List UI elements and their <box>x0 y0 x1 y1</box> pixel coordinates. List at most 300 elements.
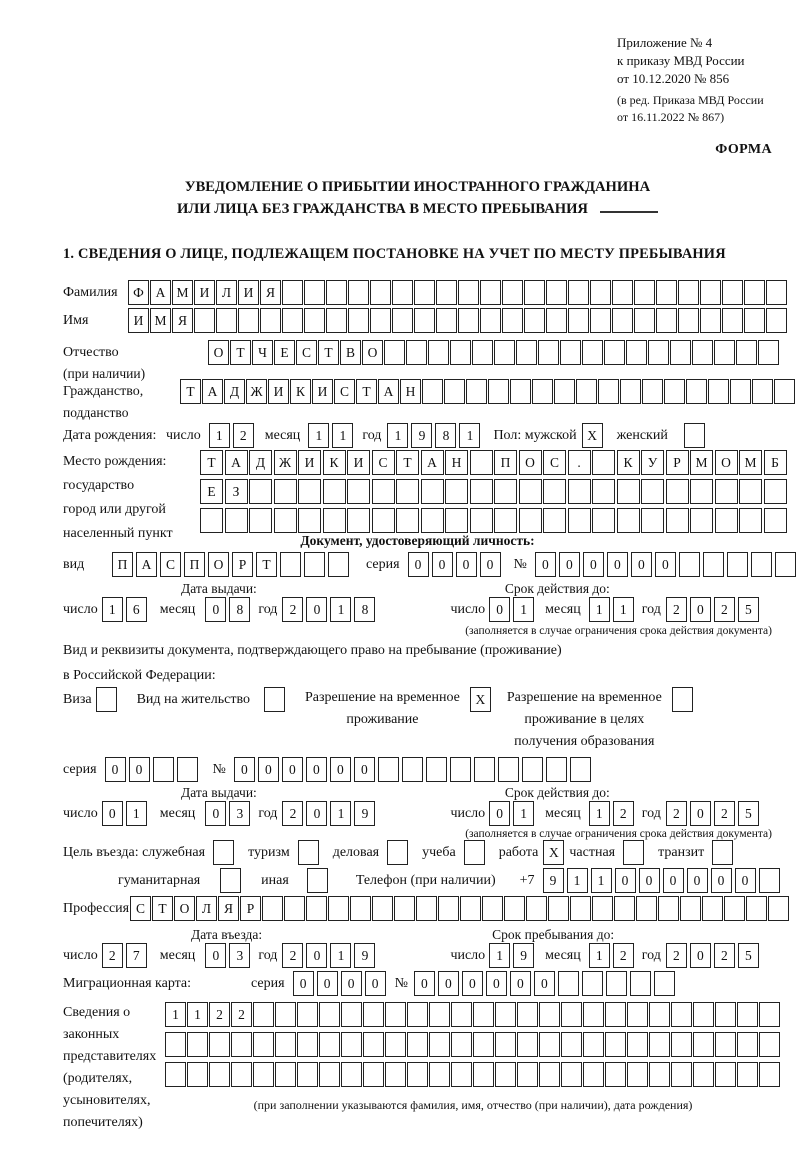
form-cell[interactable]: И <box>312 379 333 404</box>
form-cell[interactable] <box>306 896 327 921</box>
form-cell[interactable]: О <box>174 896 195 921</box>
form-cell[interactable] <box>543 479 566 504</box>
form-cell[interactable] <box>715 508 738 533</box>
form-cell[interactable] <box>328 552 349 577</box>
form-cell[interactable] <box>372 479 395 504</box>
form-cell[interactable] <box>766 280 787 305</box>
form-cell[interactable]: С <box>334 379 355 404</box>
form-cell[interactable] <box>451 1032 472 1057</box>
form-cell[interactable] <box>495 1032 516 1057</box>
form-cell[interactable] <box>495 1002 516 1027</box>
form-cell[interactable] <box>426 757 447 782</box>
form-cell[interactable] <box>768 896 789 921</box>
form-cell[interactable]: 1 <box>589 943 610 968</box>
form-cell[interactable]: М <box>690 450 713 475</box>
form-cell[interactable] <box>378 757 399 782</box>
form-cell[interactable]: О <box>362 340 383 365</box>
form-cell[interactable] <box>392 280 413 305</box>
form-cell[interactable] <box>328 896 349 921</box>
form-cell[interactable] <box>225 508 248 533</box>
form-cell[interactable] <box>384 340 405 365</box>
form-cell[interactable]: У <box>641 450 664 475</box>
form-cell[interactable] <box>253 1002 274 1027</box>
form-cell[interactable]: 0 <box>480 552 501 577</box>
form-cell[interactable]: Т <box>396 450 419 475</box>
form-cell[interactable]: А <box>225 450 248 475</box>
form-cell[interactable] <box>692 340 713 365</box>
form-cell[interactable]: 9 <box>543 868 564 893</box>
form-cell[interactable] <box>543 508 566 533</box>
form-cell[interactable]: 0 <box>306 597 327 622</box>
checkbox-purpose-other[interactable] <box>307 868 328 893</box>
form-cell[interactable] <box>347 508 370 533</box>
form-cell[interactable] <box>480 280 501 305</box>
form-cell[interactable]: 0 <box>690 597 711 622</box>
form-cell[interactable]: 0 <box>102 801 123 826</box>
form-cell[interactable]: Т <box>152 896 173 921</box>
form-cell[interactable] <box>746 896 767 921</box>
form-cell[interactable] <box>282 308 303 333</box>
form-cell[interactable] <box>592 508 615 533</box>
form-cell[interactable]: 0 <box>690 943 711 968</box>
form-cell[interactable] <box>253 1032 274 1057</box>
form-cell[interactable]: 2 <box>666 801 687 826</box>
form-cell[interactable] <box>502 280 523 305</box>
form-cell[interactable] <box>253 1062 274 1087</box>
form-cell[interactable] <box>690 508 713 533</box>
form-cell[interactable] <box>216 308 237 333</box>
form-cell[interactable] <box>693 1002 714 1027</box>
form-cell[interactable] <box>280 552 301 577</box>
form-cell[interactable]: Т <box>200 450 223 475</box>
form-cell[interactable]: 9 <box>354 801 375 826</box>
form-cell[interactable] <box>402 757 423 782</box>
form-cell[interactable]: Л <box>196 896 217 921</box>
checkbox-male[interactable]: X <box>582 423 603 448</box>
form-cell[interactable] <box>627 1062 648 1087</box>
form-cell[interactable]: Ж <box>274 450 297 475</box>
form-cell[interactable]: Т <box>256 552 277 577</box>
form-cell[interactable]: 9 <box>354 943 375 968</box>
form-cell[interactable] <box>546 308 567 333</box>
form-cell[interactable] <box>429 1002 450 1027</box>
form-cell[interactable]: 0 <box>282 757 303 782</box>
form-cell[interactable] <box>473 1002 494 1027</box>
form-cell[interactable]: 0 <box>655 552 676 577</box>
form-cell[interactable] <box>474 757 495 782</box>
form-cell[interactable]: 2 <box>282 597 303 622</box>
form-cell[interactable]: Р <box>240 896 261 921</box>
form-cell[interactable] <box>436 308 457 333</box>
form-cell[interactable] <box>636 896 657 921</box>
checkbox-purpose-study[interactable] <box>464 840 485 865</box>
form-cell[interactable] <box>598 379 619 404</box>
form-cell[interactable]: М <box>172 280 193 305</box>
form-cell[interactable]: 0 <box>306 757 327 782</box>
form-cell[interactable] <box>759 868 780 893</box>
form-cell[interactable] <box>722 280 743 305</box>
form-cell[interactable]: 0 <box>486 971 507 996</box>
form-cell[interactable]: П <box>494 450 517 475</box>
form-cell[interactable]: 0 <box>535 552 556 577</box>
form-cell[interactable] <box>436 280 457 305</box>
form-cell[interactable] <box>385 1002 406 1027</box>
form-cell[interactable] <box>690 479 713 504</box>
form-cell[interactable] <box>326 280 347 305</box>
form-cell[interactable]: 1 <box>102 597 123 622</box>
form-cell[interactable] <box>473 1062 494 1087</box>
form-cell[interactable] <box>693 1062 714 1087</box>
form-cell[interactable]: 0 <box>105 757 126 782</box>
form-cell[interactable]: И <box>128 308 149 333</box>
checkbox-female[interactable] <box>684 423 705 448</box>
form-cell[interactable] <box>153 757 174 782</box>
form-cell[interactable] <box>450 340 471 365</box>
form-cell[interactable] <box>326 308 347 333</box>
form-cell[interactable] <box>630 971 651 996</box>
form-cell[interactable]: И <box>268 379 289 404</box>
form-cell[interactable] <box>642 379 663 404</box>
form-cell[interactable] <box>561 1002 582 1027</box>
form-cell[interactable]: С <box>160 552 181 577</box>
form-cell[interactable] <box>341 1062 362 1087</box>
form-cell[interactable]: Е <box>274 340 295 365</box>
form-cell[interactable] <box>504 896 525 921</box>
form-cell[interactable]: 9 <box>513 943 534 968</box>
form-cell[interactable] <box>758 340 779 365</box>
form-cell[interactable] <box>522 757 543 782</box>
form-cell[interactable]: О <box>519 450 542 475</box>
form-cell[interactable]: И <box>298 450 321 475</box>
form-cell[interactable] <box>445 508 468 533</box>
checkbox-purpose-official[interactable] <box>213 840 234 865</box>
form-cell[interactable] <box>612 280 633 305</box>
form-cell[interactable] <box>428 340 449 365</box>
form-cell[interactable] <box>570 896 591 921</box>
form-cell[interactable] <box>539 1062 560 1087</box>
form-cell[interactable]: Д <box>224 379 245 404</box>
form-cell[interactable] <box>532 379 553 404</box>
form-cell[interactable]: Ф <box>128 280 149 305</box>
form-cell[interactable] <box>538 340 559 365</box>
form-cell[interactable]: 0 <box>510 971 531 996</box>
form-cell[interactable] <box>737 1062 758 1087</box>
form-cell[interactable] <box>372 896 393 921</box>
form-cell[interactable] <box>260 308 281 333</box>
form-cell[interactable] <box>444 379 465 404</box>
form-cell[interactable]: 1 <box>308 423 329 448</box>
form-cell[interactable] <box>517 1032 538 1057</box>
form-cell[interactable] <box>715 1032 736 1057</box>
form-cell[interactable]: 2 <box>666 597 687 622</box>
form-cell[interactable]: 1 <box>387 423 408 448</box>
form-cell[interactable] <box>370 280 391 305</box>
checkbox-purpose-humanitarian[interactable] <box>220 868 241 893</box>
form-cell[interactable]: Я <box>172 308 193 333</box>
form-cell[interactable] <box>298 479 321 504</box>
form-cell[interactable] <box>670 340 691 365</box>
form-cell[interactable] <box>275 1032 296 1057</box>
form-cell[interactable] <box>583 1032 604 1057</box>
form-cell[interactable]: 0 <box>354 757 375 782</box>
form-cell[interactable] <box>656 308 677 333</box>
form-cell[interactable] <box>678 280 699 305</box>
form-cell[interactable] <box>715 1062 736 1087</box>
form-cell[interactable] <box>592 479 615 504</box>
form-cell[interactable]: 0 <box>489 597 510 622</box>
form-cell[interactable] <box>407 1032 428 1057</box>
form-cell[interactable]: 1 <box>330 943 351 968</box>
form-cell[interactable]: 2 <box>282 943 303 968</box>
form-cell[interactable] <box>539 1002 560 1027</box>
form-cell[interactable] <box>775 552 796 577</box>
form-cell[interactable] <box>414 280 435 305</box>
form-cell[interactable]: И <box>194 280 215 305</box>
form-cell[interactable] <box>274 479 297 504</box>
form-cell[interactable] <box>546 280 567 305</box>
form-cell[interactable]: Т <box>356 379 377 404</box>
form-cell[interactable] <box>700 308 721 333</box>
form-cell[interactable]: Л <box>216 280 237 305</box>
form-cell[interactable] <box>341 1002 362 1027</box>
form-cell[interactable] <box>194 308 215 333</box>
form-cell[interactable] <box>703 552 724 577</box>
checkbox-purpose-transit[interactable] <box>712 840 733 865</box>
form-cell[interactable] <box>445 479 468 504</box>
form-cell[interactable] <box>370 308 391 333</box>
form-cell[interactable] <box>649 1002 670 1027</box>
form-cell[interactable]: 0 <box>687 868 708 893</box>
form-cell[interactable]: Н <box>445 450 468 475</box>
form-cell[interactable] <box>649 1032 670 1057</box>
form-cell[interactable]: Т <box>180 379 201 404</box>
form-cell[interactable] <box>319 1032 340 1057</box>
form-cell[interactable] <box>627 1002 648 1027</box>
form-cell[interactable]: М <box>150 308 171 333</box>
form-cell[interactable] <box>470 450 493 475</box>
form-cell[interactable] <box>177 757 198 782</box>
form-cell[interactable]: Н <box>400 379 421 404</box>
form-cell[interactable]: 5 <box>738 801 759 826</box>
form-cell[interactable]: 1 <box>209 423 230 448</box>
form-cell[interactable] <box>558 971 579 996</box>
form-cell[interactable] <box>422 379 443 404</box>
form-cell[interactable]: 0 <box>205 943 226 968</box>
form-cell[interactable] <box>654 971 675 996</box>
form-cell[interactable] <box>648 340 669 365</box>
form-cell[interactable] <box>494 479 517 504</box>
form-cell[interactable]: 0 <box>583 552 604 577</box>
form-cell[interactable]: Р <box>232 552 253 577</box>
form-cell[interactable] <box>764 508 787 533</box>
form-cell[interactable] <box>727 552 748 577</box>
form-cell[interactable] <box>524 308 545 333</box>
form-cell[interactable] <box>693 1032 714 1057</box>
form-cell[interactable] <box>605 1002 626 1027</box>
form-cell[interactable]: 0 <box>559 552 580 577</box>
form-cell[interactable]: 0 <box>258 757 279 782</box>
form-cell[interactable] <box>323 508 346 533</box>
form-cell[interactable] <box>284 896 305 921</box>
form-cell[interactable] <box>519 508 542 533</box>
form-cell[interactable]: 1 <box>126 801 147 826</box>
form-cell[interactable] <box>488 379 509 404</box>
form-cell[interactable] <box>739 479 762 504</box>
form-cell[interactable]: 8 <box>435 423 456 448</box>
form-cell[interactable] <box>612 308 633 333</box>
form-cell[interactable] <box>671 1002 692 1027</box>
form-cell[interactable] <box>494 340 515 365</box>
form-cell[interactable] <box>517 1002 538 1027</box>
form-cell[interactable]: К <box>290 379 311 404</box>
form-cell[interactable] <box>394 896 415 921</box>
form-cell[interactable] <box>304 552 325 577</box>
form-cell[interactable] <box>466 379 487 404</box>
form-cell[interactable] <box>231 1062 252 1087</box>
form-cell[interactable] <box>470 479 493 504</box>
form-cell[interactable] <box>680 896 701 921</box>
form-cell[interactable] <box>714 340 735 365</box>
form-cell[interactable] <box>238 308 259 333</box>
form-cell[interactable] <box>392 308 413 333</box>
form-cell[interactable]: Т <box>230 340 251 365</box>
form-cell[interactable]: 1 <box>330 801 351 826</box>
form-cell[interactable]: О <box>208 552 229 577</box>
form-cell[interactable]: 0 <box>631 552 652 577</box>
form-cell[interactable]: 2 <box>233 423 254 448</box>
form-cell[interactable] <box>671 1032 692 1057</box>
form-cell[interactable]: З <box>225 479 248 504</box>
form-cell[interactable]: 0 <box>489 801 510 826</box>
form-cell[interactable]: А <box>136 552 157 577</box>
form-cell[interactable] <box>539 1032 560 1057</box>
form-cell[interactable] <box>671 1062 692 1087</box>
form-cell[interactable]: 2 <box>714 943 735 968</box>
form-cell[interactable]: 2 <box>231 1002 252 1027</box>
form-cell[interactable] <box>548 896 569 921</box>
form-cell[interactable] <box>482 896 503 921</box>
form-cell[interactable] <box>298 508 321 533</box>
form-cell[interactable] <box>187 1062 208 1087</box>
form-cell[interactable] <box>495 1062 516 1087</box>
form-cell[interactable]: 0 <box>205 801 226 826</box>
form-cell[interactable] <box>614 896 635 921</box>
form-cell[interactable] <box>568 280 589 305</box>
form-cell[interactable] <box>686 379 707 404</box>
form-cell[interactable] <box>502 308 523 333</box>
form-cell[interactable] <box>592 896 613 921</box>
form-cell[interactable] <box>526 896 547 921</box>
form-cell[interactable]: А <box>421 450 444 475</box>
form-cell[interactable] <box>480 308 501 333</box>
form-cell[interactable] <box>416 896 437 921</box>
form-cell[interactable] <box>209 1062 230 1087</box>
form-cell[interactable] <box>458 308 479 333</box>
form-cell[interactable] <box>582 971 603 996</box>
form-cell[interactable]: 0 <box>639 868 660 893</box>
form-cell[interactable] <box>626 340 647 365</box>
form-cell[interactable] <box>658 896 679 921</box>
form-cell[interactable]: 1 <box>513 801 534 826</box>
form-cell[interactable]: 0 <box>365 971 386 996</box>
checkbox-purpose-private[interactable] <box>623 840 644 865</box>
form-cell[interactable]: 0 <box>735 868 756 893</box>
form-cell[interactable] <box>744 308 765 333</box>
form-cell[interactable]: 1 <box>591 868 612 893</box>
form-cell[interactable] <box>231 1032 252 1057</box>
form-cell[interactable] <box>605 1062 626 1087</box>
form-cell[interactable] <box>715 1002 736 1027</box>
form-cell[interactable] <box>319 1062 340 1087</box>
form-cell[interactable] <box>407 1062 428 1087</box>
form-cell[interactable] <box>766 308 787 333</box>
form-cell[interactable]: А <box>378 379 399 404</box>
form-cell[interactable] <box>561 1032 582 1057</box>
form-cell[interactable]: 0 <box>408 552 429 577</box>
form-cell[interactable] <box>282 280 303 305</box>
form-cell[interactable] <box>350 896 371 921</box>
form-cell[interactable]: М <box>739 450 762 475</box>
form-cell[interactable]: 0 <box>341 971 362 996</box>
form-cell[interactable] <box>385 1062 406 1087</box>
form-cell[interactable]: А <box>150 280 171 305</box>
form-cell[interactable]: 2 <box>102 943 123 968</box>
form-cell[interactable] <box>348 280 369 305</box>
form-cell[interactable]: К <box>323 450 346 475</box>
form-cell[interactable]: 3 <box>229 801 250 826</box>
form-cell[interactable] <box>606 971 627 996</box>
form-cell[interactable] <box>664 379 685 404</box>
form-cell[interactable] <box>774 379 795 404</box>
form-cell[interactable]: . <box>568 450 591 475</box>
form-cell[interactable] <box>570 757 591 782</box>
form-cell[interactable] <box>341 1032 362 1057</box>
form-cell[interactable]: 1 <box>513 597 534 622</box>
form-cell[interactable] <box>561 1062 582 1087</box>
form-cell[interactable] <box>708 379 729 404</box>
form-cell[interactable]: Ч <box>252 340 273 365</box>
form-cell[interactable]: 2 <box>209 1002 230 1027</box>
checkbox-residence-permit[interactable] <box>264 687 285 712</box>
form-cell[interactable] <box>739 508 762 533</box>
form-cell[interactable]: 0 <box>663 868 684 893</box>
form-cell[interactable] <box>209 1032 230 1057</box>
form-cell[interactable] <box>249 479 272 504</box>
form-cell[interactable]: А <box>202 379 223 404</box>
form-cell[interactable]: Д <box>249 450 272 475</box>
form-cell[interactable] <box>363 1002 384 1027</box>
form-cell[interactable] <box>634 280 655 305</box>
checkbox-purpose-business[interactable] <box>387 840 408 865</box>
form-cell[interactable] <box>519 479 542 504</box>
form-cell[interactable] <box>554 379 575 404</box>
form-cell[interactable] <box>605 1032 626 1057</box>
form-cell[interactable] <box>604 340 625 365</box>
form-cell[interactable]: 1 <box>459 423 480 448</box>
form-cell[interactable]: Я <box>218 896 239 921</box>
form-cell[interactable] <box>752 379 773 404</box>
form-cell[interactable]: 0 <box>330 757 351 782</box>
form-cell[interactable] <box>348 308 369 333</box>
form-cell[interactable]: 0 <box>234 757 255 782</box>
form-cell[interactable] <box>323 479 346 504</box>
form-cell[interactable] <box>510 379 531 404</box>
form-cell[interactable] <box>666 508 689 533</box>
form-cell[interactable] <box>396 508 419 533</box>
form-cell[interactable] <box>517 1062 538 1087</box>
form-cell[interactable]: 0 <box>534 971 555 996</box>
form-cell[interactable] <box>473 1032 494 1057</box>
